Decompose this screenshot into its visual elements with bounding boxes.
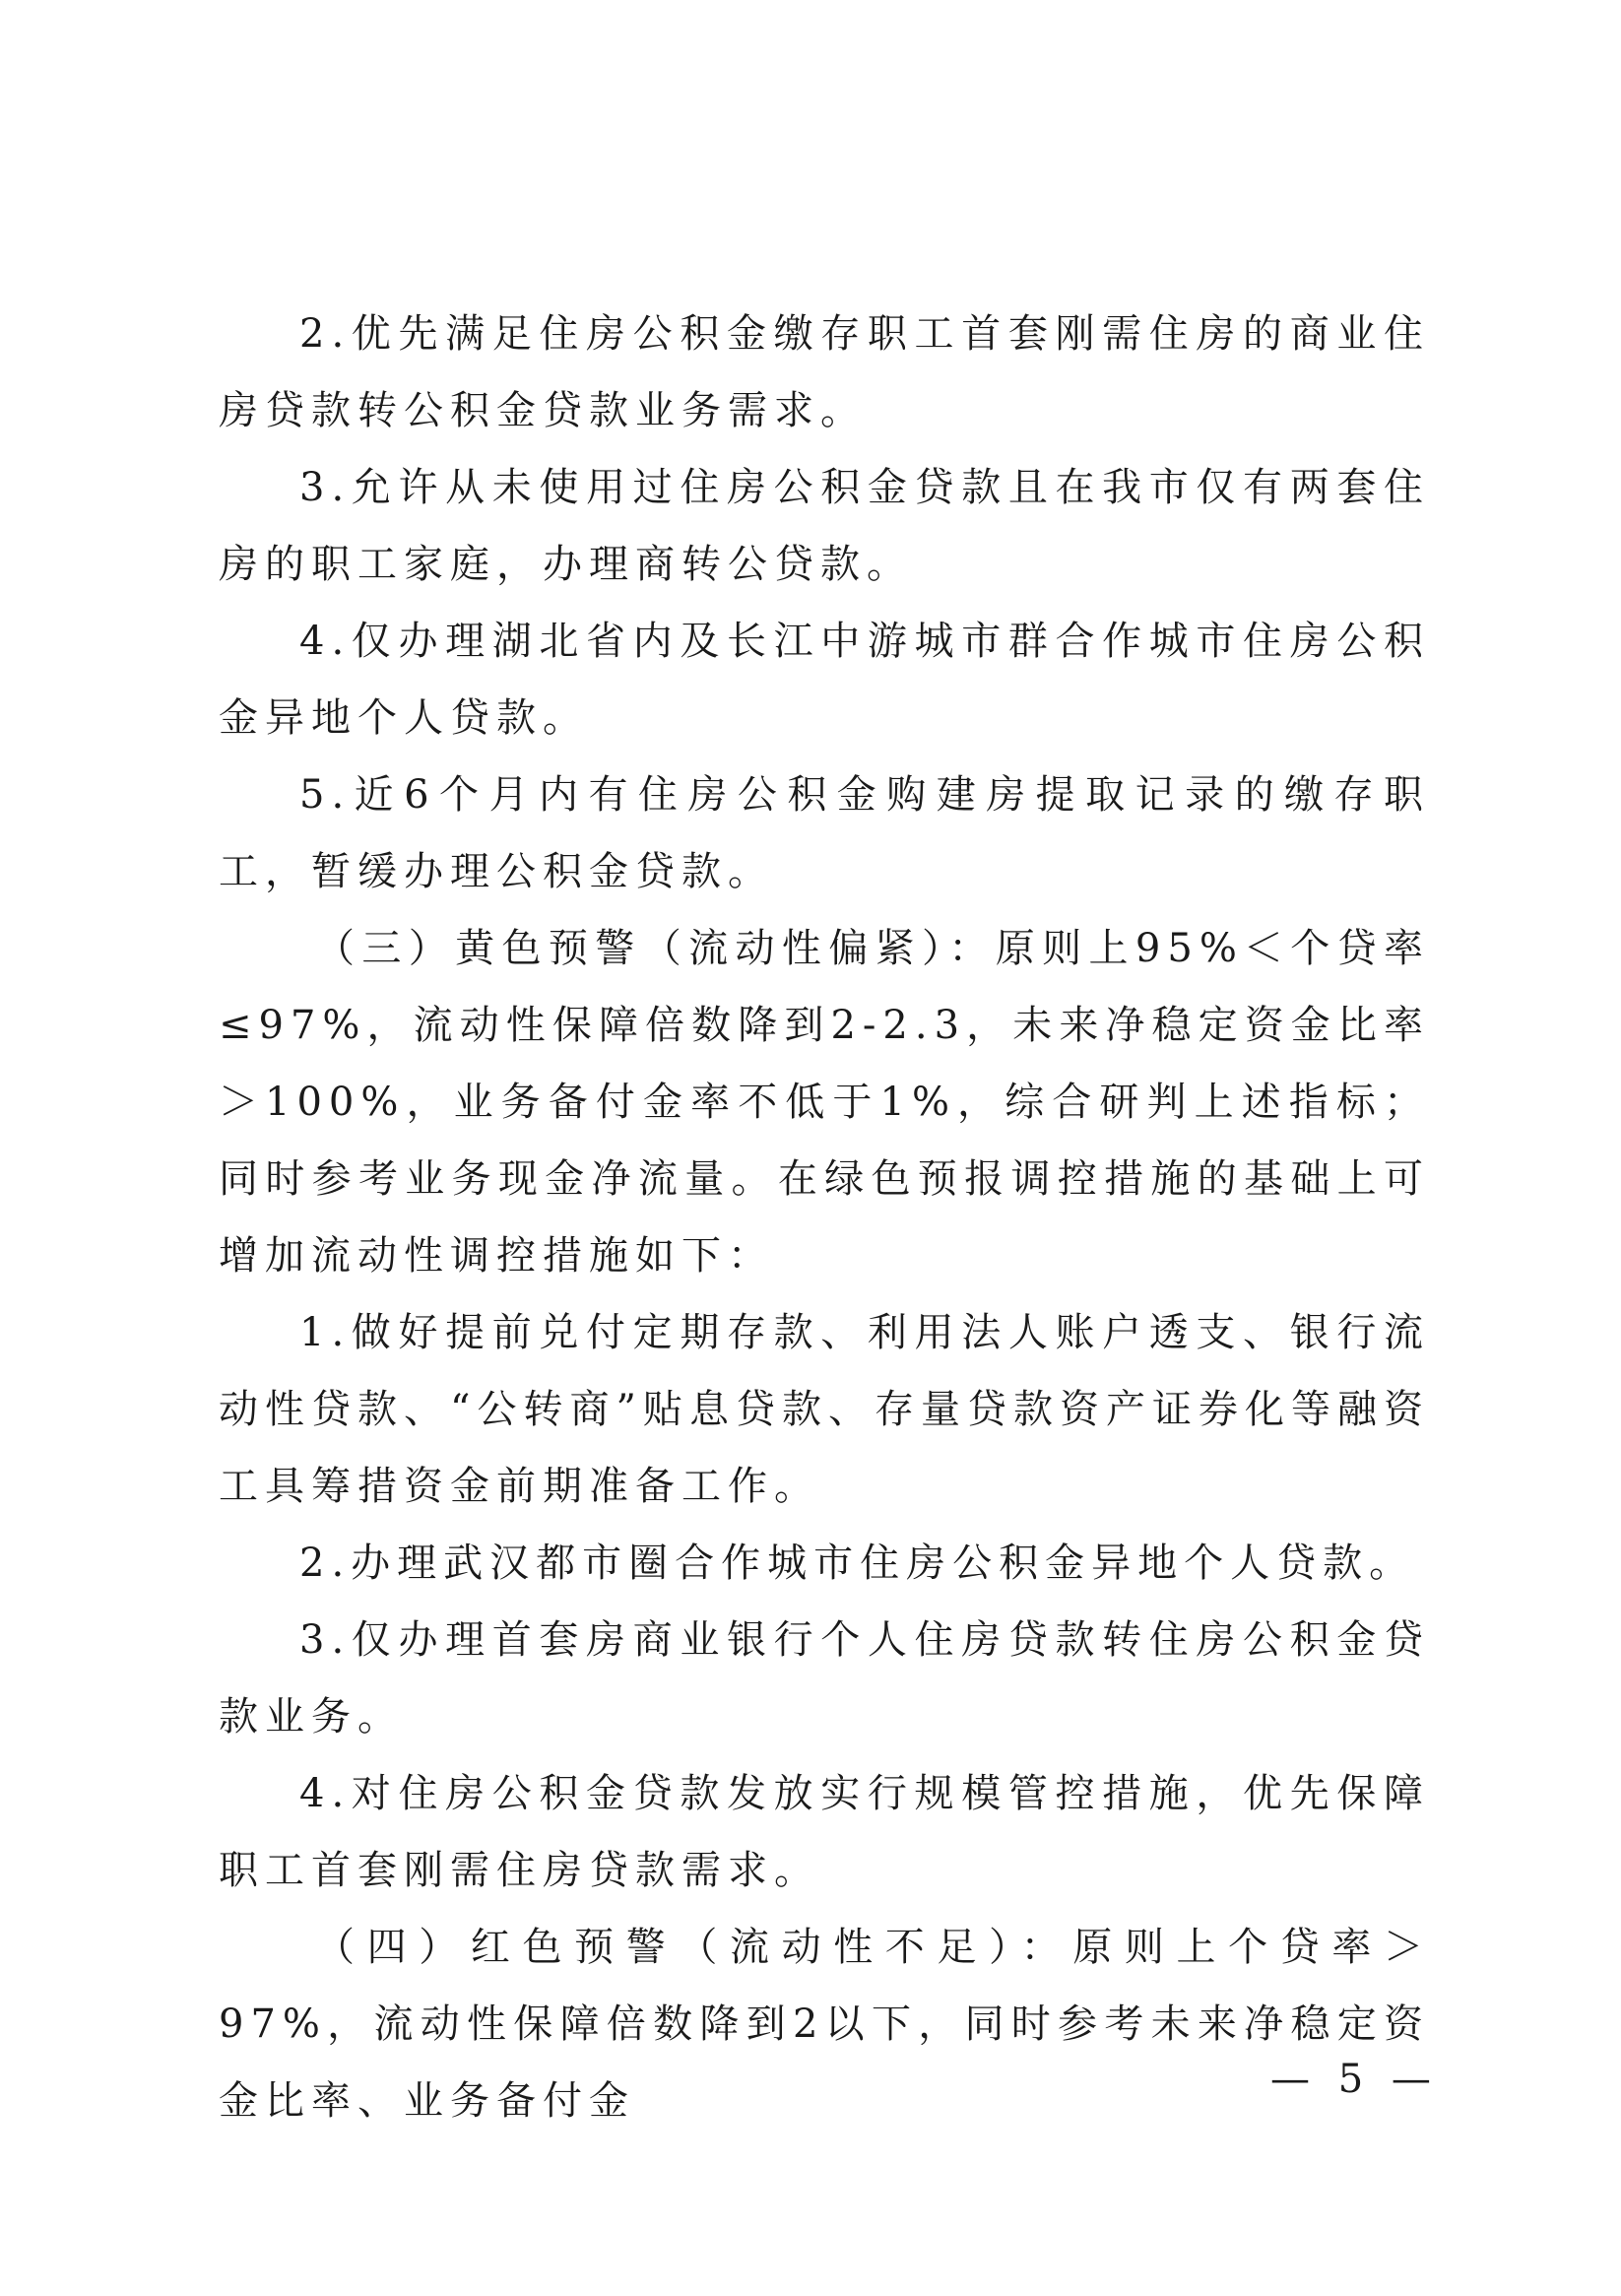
yellow-measure-4: 4.对住房公积金贷款发放实行规模管控措施，优先保障职工首套刚需住房贷款需求。 (219, 1771, 1430, 1893)
paragraph-item-3: 3.允许从未使用过住房公积金贷款且在我市仅有两套住房的职工家庭，办理商转公贷款。 (219, 465, 1430, 587)
paragraph-item-4: 4.仅办理湖北省内及长江中游城市群合作城市住房公积金异地个人贷款。 (219, 619, 1430, 741)
paragraph-item-5: 5.近6个月内有住房公积金购建房提取记录的缴存职工，暂缓办理公积金贷款。 (219, 772, 1430, 894)
yellow-measure-1: 1.做好提前兑付定期存款、利用法人账户透支、银行流动性贷款、“公转商”贴息贷款、存量贷款资产证券化等融资工具筹措资金前期准备工作。 (219, 1310, 1430, 1509)
section-yellow-warning: （三）黄色预警（流动性偏紧）：原则上95%＜个贷率≤97%，流动性保障倍数降到2-2.3，未来净稳定资金比率＞100%，业务备付金率不低于1%，综合研判上述指标；同时参考业务现金净流量。在绿色预报调控措施的基础上可增加流动性调控措施如下： (219, 926, 1430, 1279)
page-number: — 5 — (1270, 2057, 1439, 2102)
section-red-warning: （四）红色预警（流动性不足）：原则上个贷率＞97%，流动性保障倍数降到2以下，同时参考未来净稳定资金比率、业务备付金 (219, 1925, 1430, 2124)
yellow-measure-3: 3.仅办理首套房商业银行个人住房贷款转住房公积金贷款业务。 (219, 1617, 1430, 1739)
document-body (219, 295, 1430, 2139)
yellow-measure-2: 2.办理武汉都市圈合作城市住房公积金异地个人贷款。 (299, 1541, 1416, 1586)
paragraph-item-2: 2.优先满足住房公积金缴存职工首套刚需住房的商业住房贷款转公积金贷款业务需求。 (219, 311, 1430, 433)
